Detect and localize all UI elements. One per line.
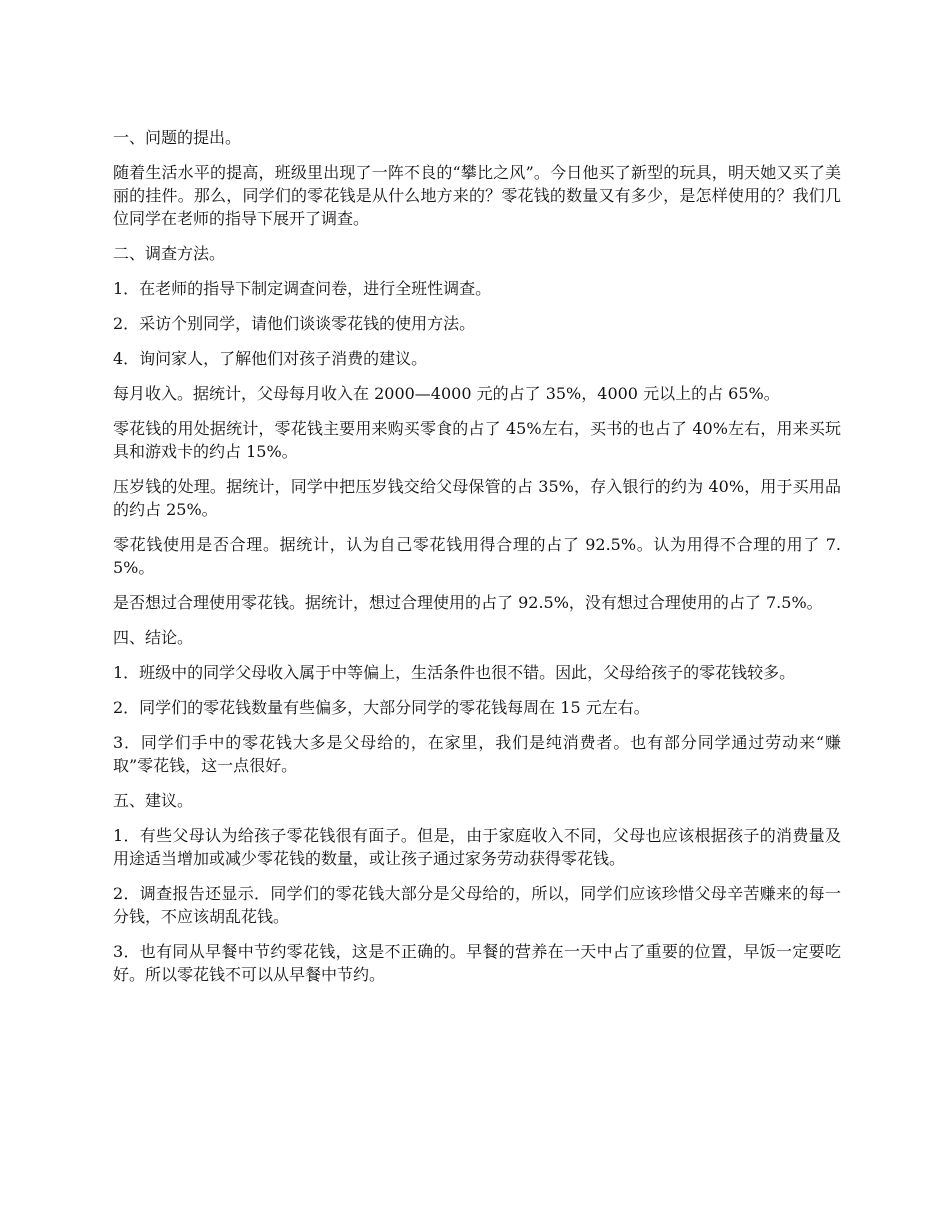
heading-problem: 一、问题的提出。 <box>113 128 242 147</box>
heading-suggestion: 五、建议。 <box>113 791 194 810</box>
finding-considered-use: 是否想过合理使用零花钱。据统计，想过合理使用的占了 92.5%，没有想过合理使用的占了 7.5%。 <box>113 593 823 612</box>
heading-method: 二、调查方法。 <box>113 244 226 263</box>
finding-usage: 零花钱的用处据统计，零花钱主要用来购买零食的占了 45%左右，买书的也占了 40%左右，用来买玩具和游戏卡的约占 15%。 <box>113 419 841 461</box>
document-page <box>113 126 841 998</box>
suggestion-item-2: 2．调查报告还显示．同学们的零花钱大部分是父母给的，所以，同学们应该珍惜父母辛苦赚来的每一分钱，不应该胡乱花钱。 <box>113 884 841 926</box>
conclusion-item-1: 1．班级中的同学父母收入属于中等偏上，生活条件也很不错。因此，父母给孩子的零花钱较多。 <box>113 663 796 682</box>
finding-reasonable-use: 零花钱使用是否合理。据统计，认为自己零花钱用得合理的占了 92.5%。认为用得不合理的用了 7.5%。 <box>113 535 841 577</box>
suggestion-item-3: 3．也有同从早餐中节约零花钱，这是不正确的。早餐的营养在一天中占了重要的位置，早饭一定要吃好。所以零花钱不可以从早餐中节约。 <box>113 942 841 984</box>
paragraph-background: 随着生活水平的提高，班级里出现了一阵不良的“攀比之风”。今日他买了新型的玩具，明天她又买了美丽的挂件。那么，同学们的零花钱是从什么地方来的？零花钱的数量又有多少，是怎样使用的？我们几位同学在老师的指导下展开了调查。 <box>113 163 841 228</box>
method-item-1: 1．在老师的指导下制定调查问卷，进行全班性调查。 <box>113 279 492 298</box>
method-item-4: 4．询问家人，了解他们对孩子消费的建议。 <box>113 349 428 368</box>
finding-new-year-money: 压岁钱的处理。据统计，同学中把压岁钱交给父母保管的占 35%，存入银行的约为 40%，用于买用品的约占 25%。 <box>113 477 841 519</box>
finding-income: 每月收入。据统计，父母每月收入在 2000—4000 元的占了 35%，4000 元以上的占 65%。 <box>113 384 780 403</box>
method-item-2: 2．采访个别同学，请他们谈谈零花钱的使用方法。 <box>113 314 476 333</box>
conclusion-item-3: 3．同学们手中的零花钱大多是父母给的，在家里，我们是纯消费者。也有部分同学通过劳动来“赚取”零花钱，这一点很好。 <box>113 733 841 775</box>
conclusion-item-2: 2．同学们的零花钱数量有些偏多，大部分同学的零花钱每周在 15 元左右。 <box>113 698 650 717</box>
suggestion-item-1: 1．有些父母认为给孩子零花钱很有面子。但是，由于家庭收入不同，父母也应该根据孩子的消费量及用途适当增加或减少零花钱的数量，或让孩子通过家务劳动获得零花钱。 <box>113 826 841 868</box>
heading-conclusion: 四、结论。 <box>113 628 194 647</box>
